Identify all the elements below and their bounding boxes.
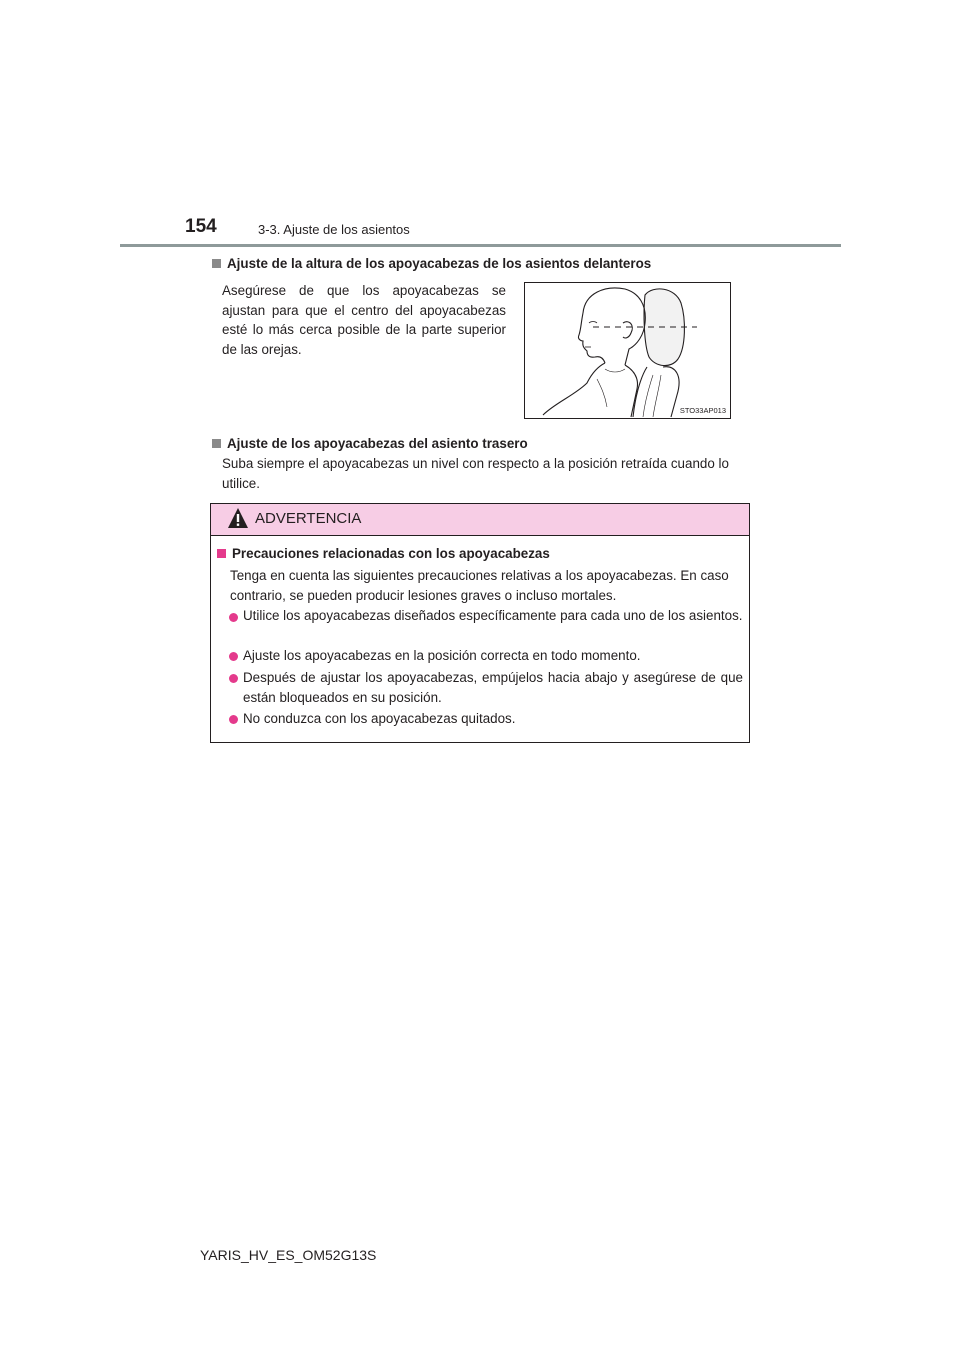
rear-headrest-text: Suba siempre el apoyacabezas un nivel con respecto a la posición retraída cuando lo utilice. [222,456,729,491]
headrest-figure [524,282,731,419]
figure-code: STO33AP013 [679,406,726,415]
warning-header [211,504,749,536]
warning-triangle-icon [227,507,249,529]
square-bullet-icon [212,439,221,448]
pink-square-bullet-icon [217,549,226,558]
square-bullet-icon [212,259,221,268]
warning-bullet-dot-icon [229,652,238,661]
warning-item-1: Utilice los apoyacabezas diseñados específicamente para cada uno de los asientos. [243,608,743,623]
warning-box [210,503,750,743]
warning-heading-text: Precauciones relacionadas con los apoyacabezas [232,546,550,561]
front-headrest-text: Asegúrese de que los apoyacabezas se ajustan para que el centro del apoyacabezas esté lo más cerca posible de la parte superior de las orejas. [222,283,506,357]
warning-title: ADVERTENCIA [255,510,362,527]
front-heading-text: Ajuste de la altura de los apoyacabezas de los asientos delanteros [227,256,652,271]
header-rule [120,244,841,247]
page-number: 154 [185,216,217,237]
warning-item-3: Después de ajustar los apoyacabezas, empújelos hacia abajo y asegúrese de que están bloqueados en su posición. [243,670,743,705]
headrest-illustration [525,283,730,418]
rear-headrest-heading [212,436,528,451]
warning-heading [217,546,550,561]
warning-item-2: Ajuste los apoyacabezas en la posición correcta en todo momento. [243,648,641,663]
footer-code: YARIS_HV_ES_OM52G13S [200,1247,377,1263]
warning-intro: Tenga en cuenta las siguientes precauciones relativas a los apoyacabezas. En caso contrario, se pueden producir lesiones graves o incluso mortales. [230,568,729,603]
warning-bullet-dot-icon [229,674,238,683]
rear-heading-text: Ajuste de los apoyacabezas del asiento trasero [227,436,528,451]
section-header: 3-3. Ajuste de los asientos [258,222,410,237]
warning-bullet-dot-icon [229,715,238,724]
warning-bullet-dot-icon [229,613,238,622]
front-headrest-heading [212,256,651,271]
warning-item-4: No conduzca con los apoyacabezas quitados. [243,711,516,726]
